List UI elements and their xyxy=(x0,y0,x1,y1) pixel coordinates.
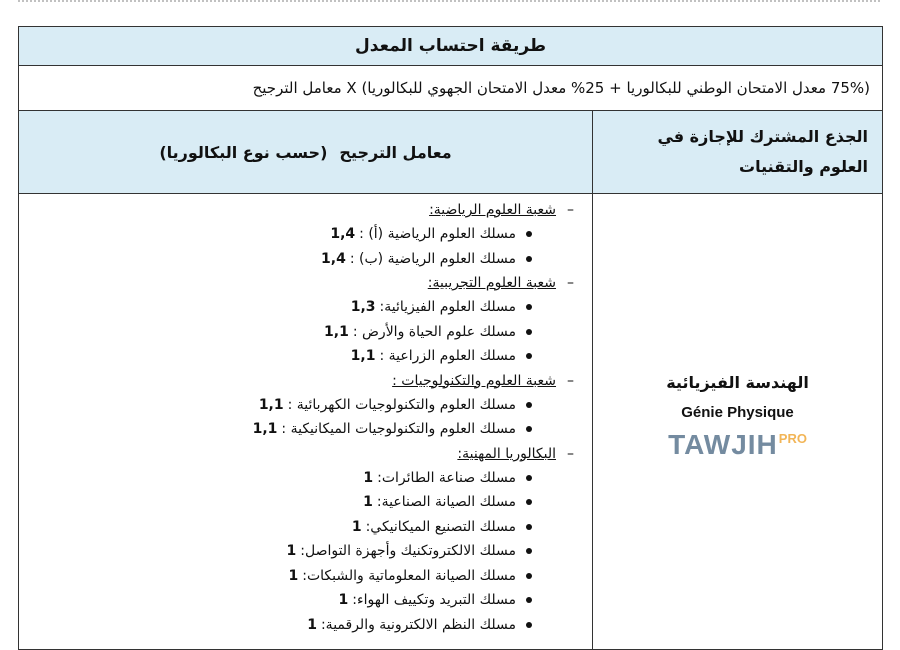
header-coef-label: معامل الترجيح xyxy=(339,142,452,162)
track-coefficient: 1 xyxy=(351,518,362,535)
coefficients-cell xyxy=(19,194,593,650)
track-name: مسلك التصنيع الميكانيكي: xyxy=(365,518,517,535)
track-coefficient: 1 xyxy=(286,543,297,559)
track-list xyxy=(19,295,574,369)
section-label: شعبة العلوم الرياضية: xyxy=(429,202,557,218)
average-calculation-table xyxy=(18,26,883,650)
track-coefficient: 1 xyxy=(338,592,349,608)
track-coefficient: 1,1 xyxy=(252,421,278,437)
section-title xyxy=(19,369,574,393)
formula-row: (75% معدل الامتحان الوطني للبكالوريا + 25% معدل الامتحان الجهوي للبكالوريا) X معامل الترجيح xyxy=(19,66,883,111)
bullet-icon xyxy=(526,426,532,432)
bullet-icon xyxy=(526,304,532,310)
track-name: مسلك التبريد وتكييف الهواء: xyxy=(352,592,517,608)
bullet-icon xyxy=(526,548,532,554)
section-title xyxy=(19,271,574,295)
table-title: طريقة احتساب المعدل xyxy=(19,27,883,66)
track-item xyxy=(19,564,532,589)
section-title xyxy=(19,198,574,222)
track-item xyxy=(19,613,532,638)
bullet-icon xyxy=(526,402,532,408)
track-coefficient: 1,1 xyxy=(324,323,349,340)
header-weighting-coefficient xyxy=(19,111,593,194)
track-coefficient: 1 xyxy=(307,616,317,633)
track-coefficient: 1 xyxy=(363,469,374,486)
track-item xyxy=(19,320,532,345)
bullet-icon xyxy=(526,499,532,505)
track-name: مسلك الالكتروتكنيك وأجهزة التواصل: xyxy=(300,543,517,559)
track-item xyxy=(19,539,532,564)
bullet-icon xyxy=(526,231,532,237)
track-coefficient: 1,3 xyxy=(350,299,376,315)
track-name: مسلك الصيانة المعلوماتية والشبكات: xyxy=(302,567,517,584)
track-coefficient: 1,1 xyxy=(258,396,284,413)
track-coefficient: 1 xyxy=(288,567,299,584)
track-item xyxy=(19,344,532,369)
track-name: مسلك العلوم الرياضية (أ) : xyxy=(359,226,517,242)
track-coefficient: 1,4 xyxy=(321,250,346,267)
bullet-icon xyxy=(526,475,532,481)
track-name: مسلك النظم الالكترونية والرقمية: xyxy=(320,616,517,633)
specialty-name-ar: الهندسة الفيزيائية xyxy=(666,372,809,392)
specialty-cell xyxy=(593,194,883,650)
specialty-name-fr: Génie Physique xyxy=(681,403,794,421)
header-common-core: الجذع المشترك للإجازة في العلوم والتقنيات xyxy=(593,111,883,194)
bullet-icon xyxy=(526,597,532,603)
bullet-icon xyxy=(526,353,532,359)
track-item xyxy=(19,417,532,442)
tawjih-pro-logo xyxy=(668,429,807,461)
track-item xyxy=(19,588,532,613)
bullet-icon xyxy=(526,573,532,579)
bac-section xyxy=(19,369,574,442)
track-coefficient: 1 xyxy=(363,494,373,510)
track-name: مسلك علوم الحياة والأرض : xyxy=(352,323,517,340)
section-label: البكالوريا المهنية: xyxy=(457,445,557,462)
dash-marker: – xyxy=(567,372,575,389)
bac-section xyxy=(19,271,574,369)
bullet-icon xyxy=(526,256,532,262)
track-name: مسلك صناعة الطائرات: xyxy=(377,469,517,486)
track-item xyxy=(19,490,532,515)
track-name: مسلك العلوم والتكنولوجيات الكهربائية : xyxy=(287,396,517,413)
track-list xyxy=(19,222,574,271)
section-title xyxy=(19,442,574,466)
track-coefficient: 1,4 xyxy=(330,226,356,242)
track-name: مسلك العلوم الفيزيائية: xyxy=(379,299,517,315)
track-item xyxy=(19,222,532,247)
dash-marker: – xyxy=(567,275,575,291)
track-name: مسلك الصيانة الصناعية: xyxy=(376,494,517,510)
section-label: شعبة العلوم التجريبية: xyxy=(427,275,557,291)
dash-marker: – xyxy=(567,445,575,462)
bac-sections-list xyxy=(19,198,574,637)
track-item xyxy=(19,247,532,272)
track-name: مسلك العلوم الزراعية : xyxy=(379,348,517,364)
track-item xyxy=(19,515,532,540)
track-list xyxy=(19,393,574,442)
track-item xyxy=(19,466,532,491)
logo-word: TAWJIH xyxy=(668,428,778,460)
logo-suffix: PRO xyxy=(778,430,807,446)
bullet-icon xyxy=(526,524,532,530)
track-name: مسلك العلوم والتكنولوجيات الميكانيكية : xyxy=(281,421,517,437)
section-label: شعبة العلوم والتكنولوجيات : xyxy=(392,372,557,389)
bullet-icon xyxy=(526,622,532,628)
track-coefficient: 1,1 xyxy=(350,348,376,364)
bac-section xyxy=(19,442,574,638)
header-coef-note: (حسب نوع البكالوريا) xyxy=(159,142,328,162)
track-list xyxy=(19,466,574,638)
track-item xyxy=(19,393,532,418)
track-name: مسلك العلوم الرياضية (ب) : xyxy=(349,250,517,267)
bac-section xyxy=(19,198,574,271)
bullet-icon xyxy=(526,329,532,335)
top-edge-line xyxy=(0,0,900,8)
dash-marker: – xyxy=(567,202,575,218)
track-item xyxy=(19,295,532,320)
